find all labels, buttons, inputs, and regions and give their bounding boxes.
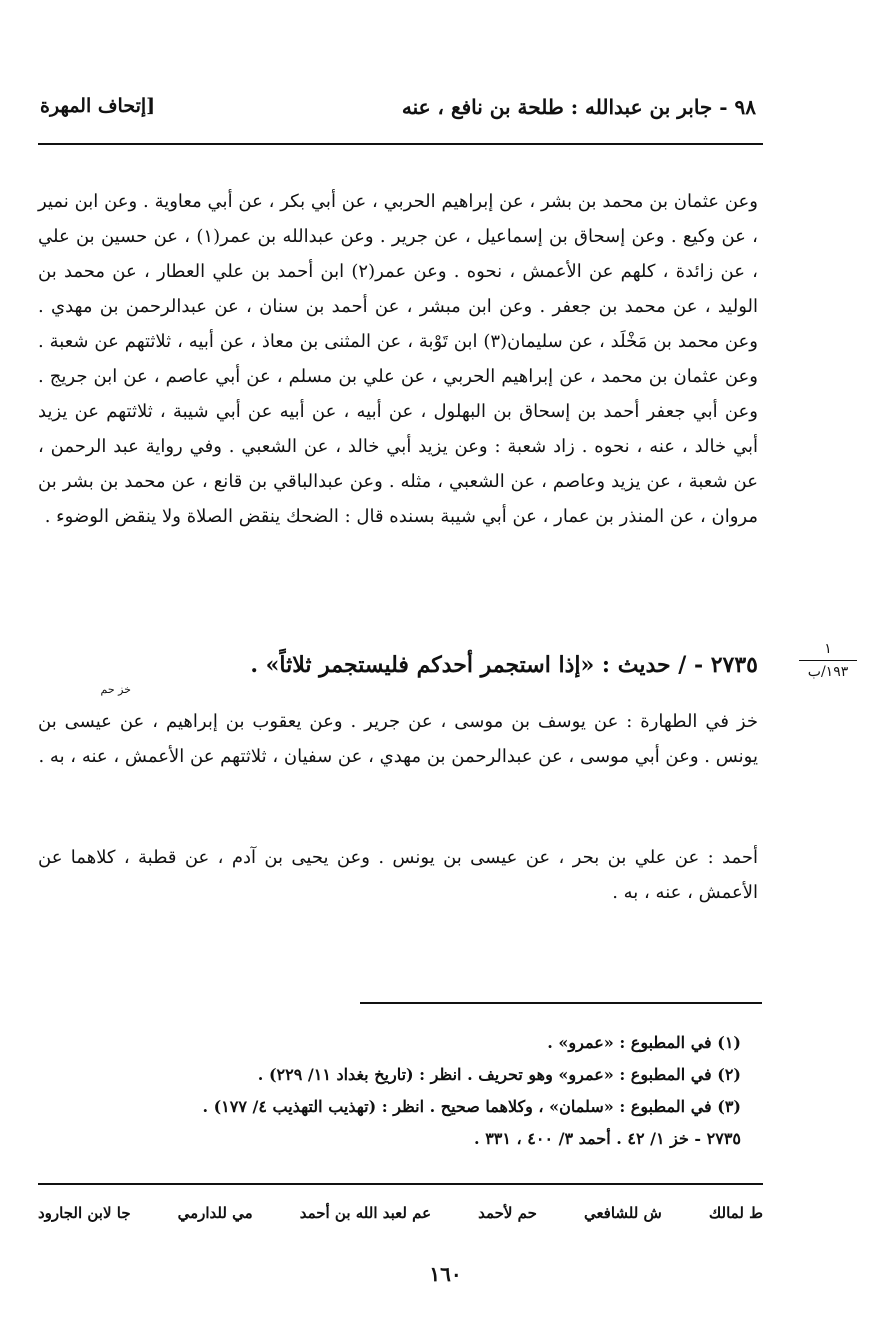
hadith-heading: ٢٧٣٥ - / حديث : «إذا استجمر أحدكم فليستجمر ثلاثاً» . [250, 652, 758, 678]
body-paragraph-ibn-khuzaymah: خز في الطهارة : عن يوسف بن موسى ، عن جرير . وعن يعقوب بن إبراهيم ، عن عيسى بن يونس . وعن أبي موسى ، عن عبدالرحمن بن مهدي ، عن سفيان ، ثلاثتهم عن الأعمش ، عنه ، به . [38, 711, 758, 767]
body-paragraph-chains: وعن عثمان بن محمد بن بشر ، عن إبراهيم الحربي ، عن أبي بكر ، عن أبي معاوية . وعن ابن نمير ، عن وكيع . وعن إسحاق بن إسماعيل ، عن جرير . وعن عبدالله بن عمر(١) ، عن حسين بن علي ، عن زائدة ، كلهم عن الأعمش ، نحوه . وعن عمر(٢) ابن أحمد بن علي العطار ، عن محمد بن الوليد ، عن محمد بن جعفر . وعن ابن مبشر ، عن أحمد بن سنان ، عن عبدالرحمن بن مهدي . وعن محمد بن مَخْلَد ، عن سليمان(٣) ابن تَوْبة ، عن المثنى بن معاذ ، عن أبيه ، ثلاثتهم عن شعبة . وعن عثمان بن محمد ، عن إبراهيم الحربي ، عن علي بن مسلم ، عن أبي عاصم ، عن ابن جريج . وعن أبي جعفر أحمد بن إسحاق بن البهلول ، عن أبيه ، عن أبيه عن أبي شيبة ، ثلاثتهم عن يزيد أبي خالد ، عنه ، نحوه . زاد شعبة : وعن يزيد أبي خالد ، عن الشعبي . وفي رواية عبد الرحمن ، عن شعبة ، عن يزيد وعاصم ، عن الشعبي ، مثله . وعن عبدالباقي بن قانع ، عن محمد بن بشر بن مروان ، عن المنذر بن عمار ، عن أبي شيبة بسنده قال : الضحك ينقض الصلاة ولا ينقض الوضوء . [38, 191, 758, 527]
margin-note-bottom: ١٩٣/ب [807, 664, 849, 680]
abbreviation-item: مي للدارمي [177, 1204, 253, 1222]
abbreviation-item: عم لعبد الله بن أحمد [299, 1204, 432, 1222]
margin-note-divider [799, 660, 857, 661]
running-header-book-title: [إتحاف المهرة [40, 95, 156, 117]
abbreviation-item: جا لابن الجارود [38, 1204, 131, 1222]
abbreviation-item: ش للشافعي [583, 1204, 662, 1222]
abbreviations-key [38, 1204, 763, 1222]
running-header-chapter: ٩٨ - جابر بن عبدالله : طلحة بن نافع ، عنه [401, 95, 756, 119]
footnotes [51, 1027, 741, 1155]
margin-manuscript-reference [793, 640, 863, 681]
footnote-item: (٣) في المطبوع : «سلمان» ، وكلاهما صحيح . انظر : (تهذيب التهذيب ٤/ ١٧٧) . [202, 1097, 741, 1116]
footnote-item: ٢٧٣٥ - خز ١/ ٤٢ . أحمد ٣/ ٤٠٠ ، ٣٣١ . [474, 1129, 741, 1148]
footnote-item: (١) في المطبوع : «عمرو» . [547, 1033, 741, 1052]
abbreviation-item: حم لأحمد [478, 1204, 537, 1222]
footnote-item: (٢) في المطبوع : «عمرو» وهو تحريف . انظر : (تاريخ بغداد ١١/ ٢٢٩) . [257, 1065, 741, 1084]
footnote-divider [360, 1002, 762, 1004]
abbreviation-item: ط لمالك [708, 1204, 763, 1222]
body-paragraph-ahmad: أحمد : عن علي بن بحر ، عن عيسى بن يونس . وعن يحيى بن آدم ، عن قطبة ، كلاهما عن الأعمش ، عنه ، به . [38, 847, 758, 903]
header-divider [38, 143, 763, 145]
margin-note-top: ١ [824, 641, 832, 657]
source-siglum: خز حم [100, 683, 131, 696]
abbreviations-divider [38, 1183, 763, 1185]
page-number: ١٦٠ [429, 1262, 462, 1286]
